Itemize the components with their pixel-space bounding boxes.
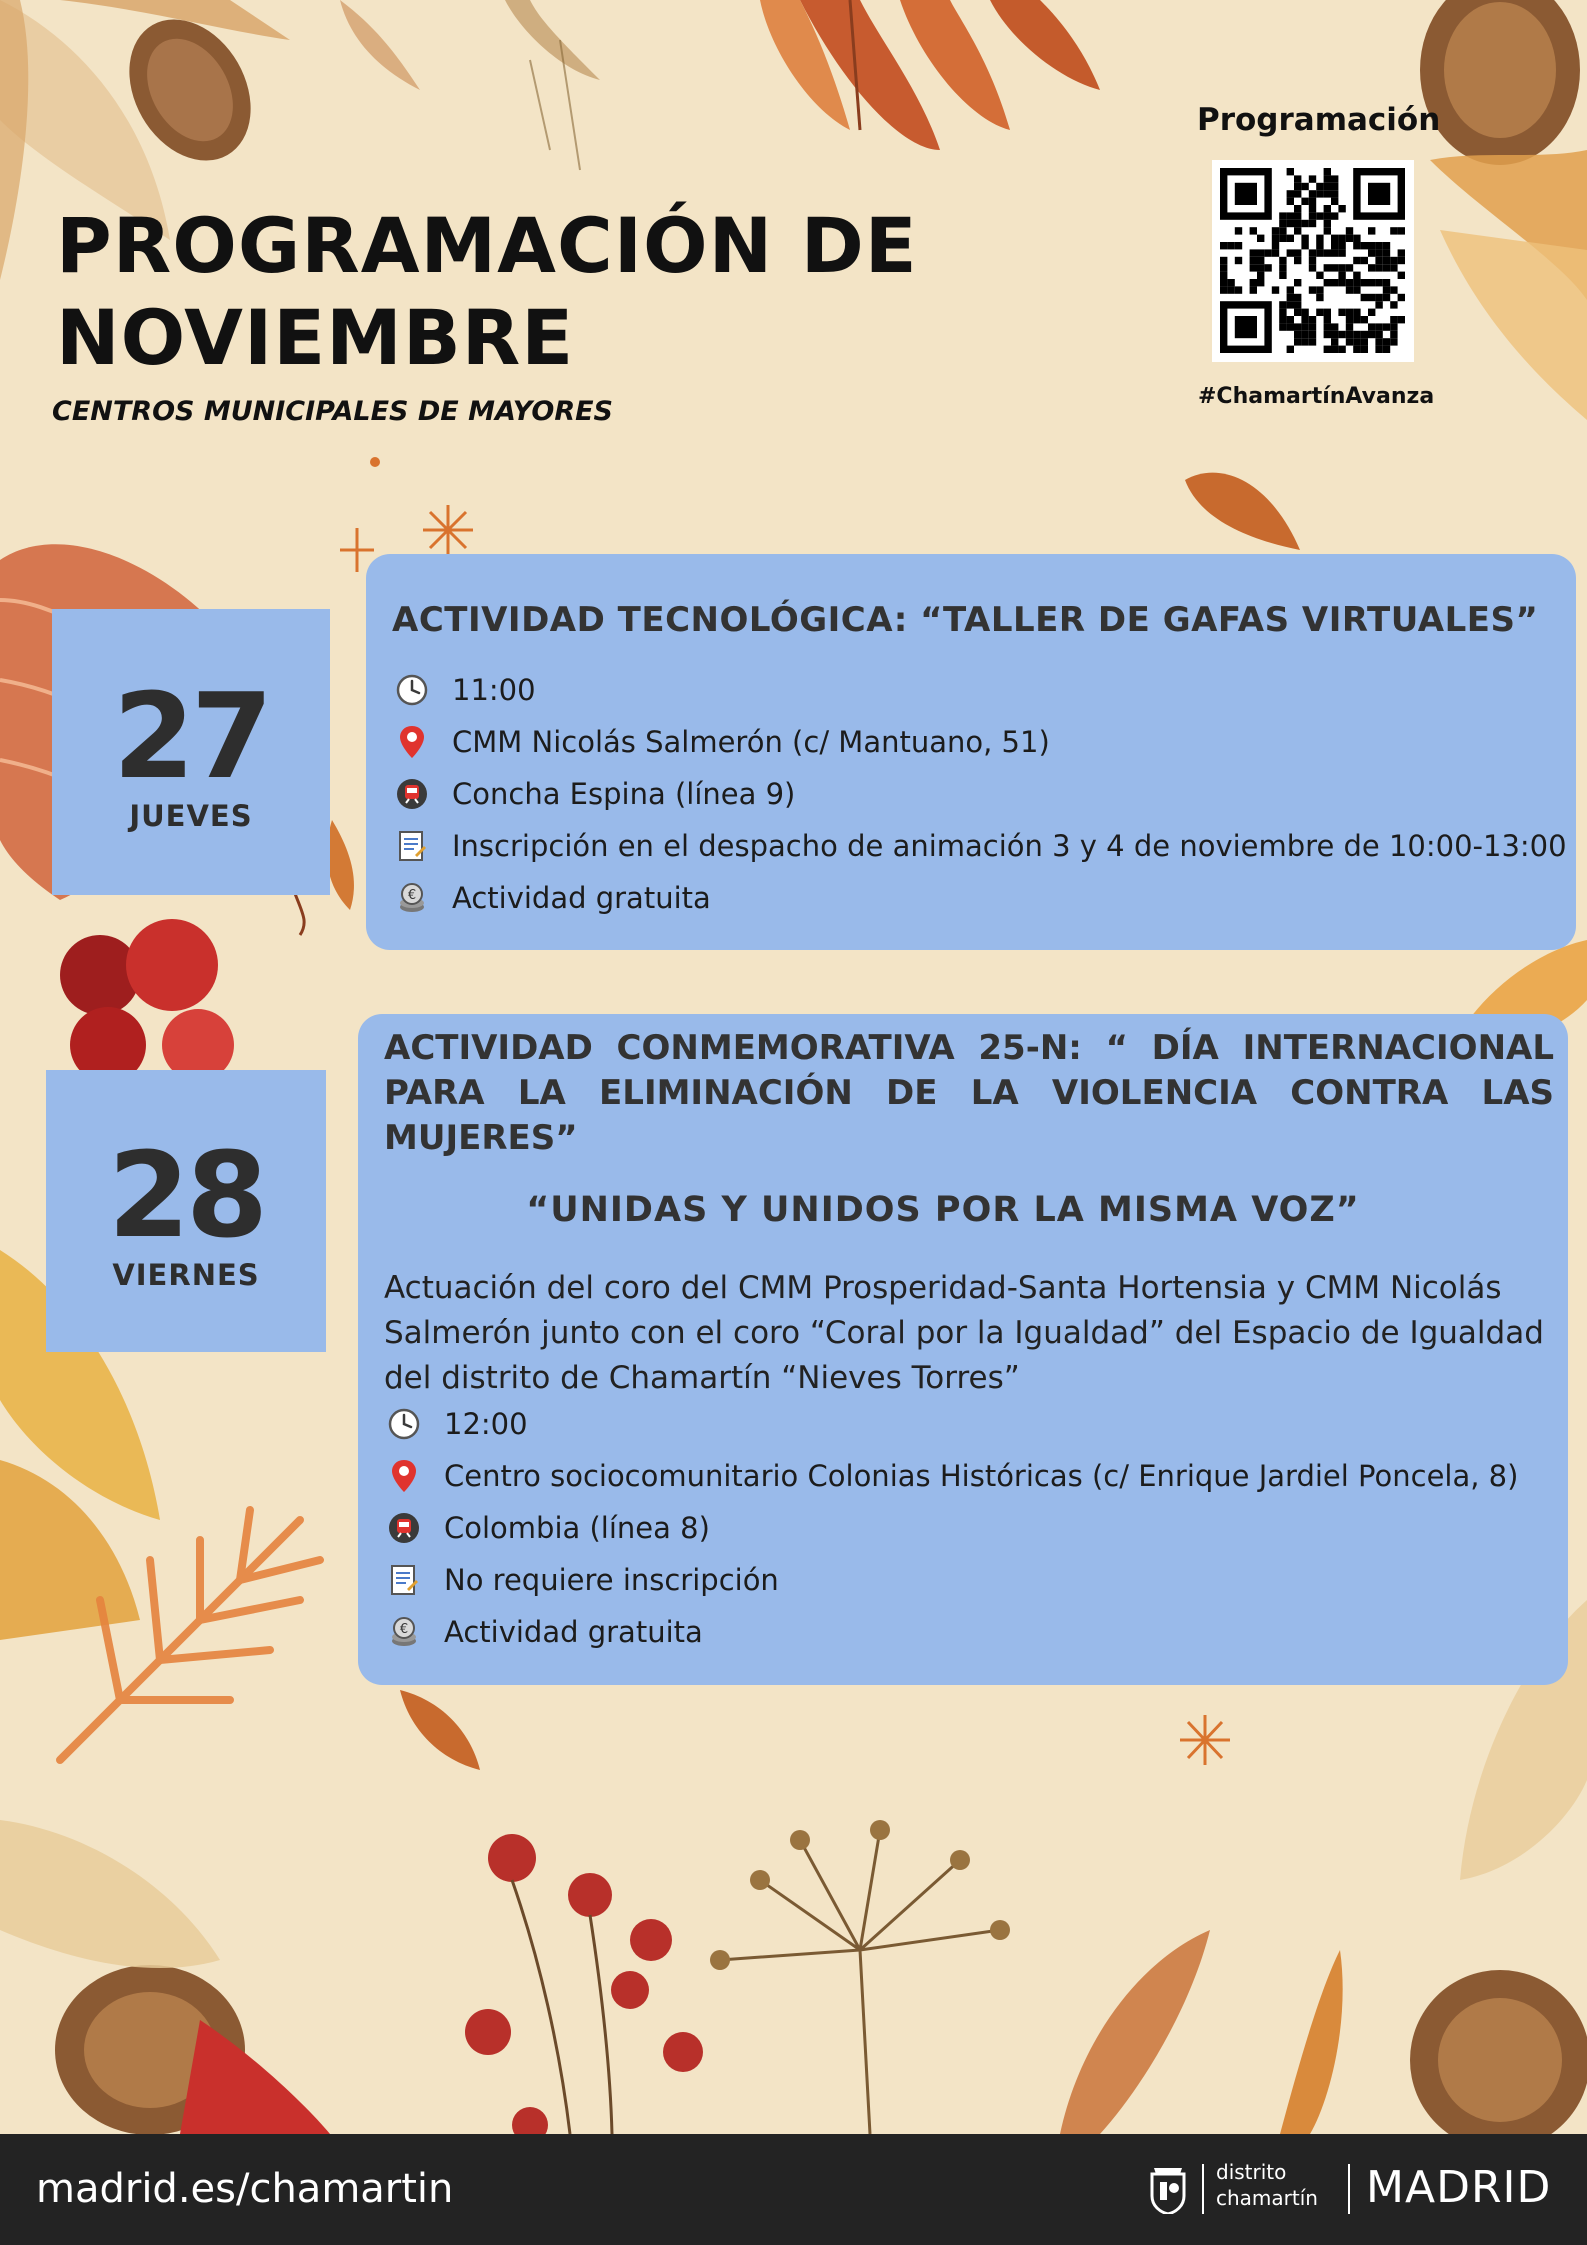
weekday: JUEVES: [129, 799, 253, 833]
district-label: distrito: [1216, 2160, 1287, 2184]
detail-metro: [394, 768, 1567, 820]
logo-separator: [1202, 2164, 1204, 2214]
registration-icon: [394, 828, 430, 864]
metro-icon: [394, 776, 430, 812]
detail-price: [386, 1606, 1518, 1658]
event-title: ACTIVIDAD CONMEMORATIVA 25-N: “ DÍA INTERNACIONAL PARA LA ELIMINACIÓN DE LA VIOLENCIA CONTRA LAS MUJERES”: [384, 1028, 1554, 1158]
city-name: MADRID: [1366, 2162, 1552, 2213]
detail-text: Inscripción en el despacho de animación 3 y 4 de noviembre de 10:00-13:00: [452, 829, 1567, 863]
coins-icon: [394, 880, 430, 916]
event-card-1: [366, 554, 1576, 950]
detail-text: 11:00: [452, 673, 536, 707]
detail-metro: [386, 1502, 1518, 1554]
hashtag: #ChamartínAvanza: [1198, 384, 1435, 409]
detail-text: Colombia (línea 8): [444, 1511, 710, 1545]
madrid-logo: [1148, 2148, 1568, 2228]
detail-text: Centro sociocomunitario Colonias Históricas (c/ Enrique Jardiel Poncela, 8): [444, 1459, 1519, 1493]
detail-text: 12:00: [444, 1407, 528, 1441]
date-number: 27: [112, 667, 270, 805]
clock-icon: [394, 672, 430, 708]
date-number: 28: [107, 1126, 265, 1264]
qr-label: Programación: [1197, 102, 1441, 138]
detail-time: [394, 664, 1567, 716]
event-card-2: [358, 1014, 1568, 1685]
location-pin-icon: [386, 1458, 422, 1494]
detail-text: CMM Nicolás Salmerón (c/ Mantuano, 51): [452, 725, 1050, 759]
logo-separator: [1348, 2164, 1350, 2214]
madrid-crest-icon: [1148, 2168, 1188, 2214]
metro-icon: [386, 1510, 422, 1546]
district-name: chamartín: [1216, 2186, 1318, 2210]
registration-icon: [386, 1562, 422, 1598]
date-box-28: [46, 1070, 326, 1352]
detail-location: [394, 716, 1567, 768]
detail-registration: [394, 820, 1567, 872]
clock-icon: [386, 1406, 422, 1442]
detail-registration: [386, 1554, 1518, 1606]
location-pin-icon: [394, 724, 430, 760]
event-title: ACTIVIDAD TECNOLÓGICA: “TALLER DE GAFAS VIRTUALES”: [392, 600, 1539, 640]
footer: [0, 2134, 1587, 2245]
event-details: [394, 664, 1567, 924]
qr-code[interactable]: [1212, 160, 1414, 362]
page-subtitle: CENTROS MUNICIPALES DE MAYORES: [52, 396, 614, 427]
event-details: [386, 1398, 1518, 1658]
coins-icon: [386, 1614, 422, 1650]
svg-text:€: €: [407, 888, 417, 903]
page-title: [56, 200, 918, 384]
title-line-2: NOVIEMBRE: [56, 293, 575, 382]
weekday: VIERNES: [112, 1258, 260, 1292]
detail-time: [386, 1398, 1518, 1450]
detail-text: Actividad gratuita: [452, 881, 711, 915]
detail-price: [394, 872, 1567, 924]
svg-text:€: €: [399, 1622, 409, 1637]
detail-text: Concha Espina (línea 9): [452, 777, 796, 811]
title-line-1: PROGRAMACIÓN DE: [56, 201, 918, 290]
detail-text: Actividad gratuita: [444, 1615, 703, 1649]
detail-text: No requiere inscripción: [444, 1563, 779, 1597]
date-box-27: [52, 609, 330, 895]
event-slogan: “UNIDAS Y UNIDOS POR LA MISMA VOZ”: [526, 1190, 1360, 1230]
website-link[interactable]: madrid.es/chamartin: [36, 2166, 454, 2212]
event-description: Actuación del coro del CMM Prosperidad-Santa Hortensia y CMM Nicolás Salmerón junto con el coro “Coral por la Igualdad” del Espacio de Igualdad del distrito de Chamartín “Nieves Torres”: [384, 1270, 1544, 1396]
detail-location: [386, 1450, 1518, 1502]
